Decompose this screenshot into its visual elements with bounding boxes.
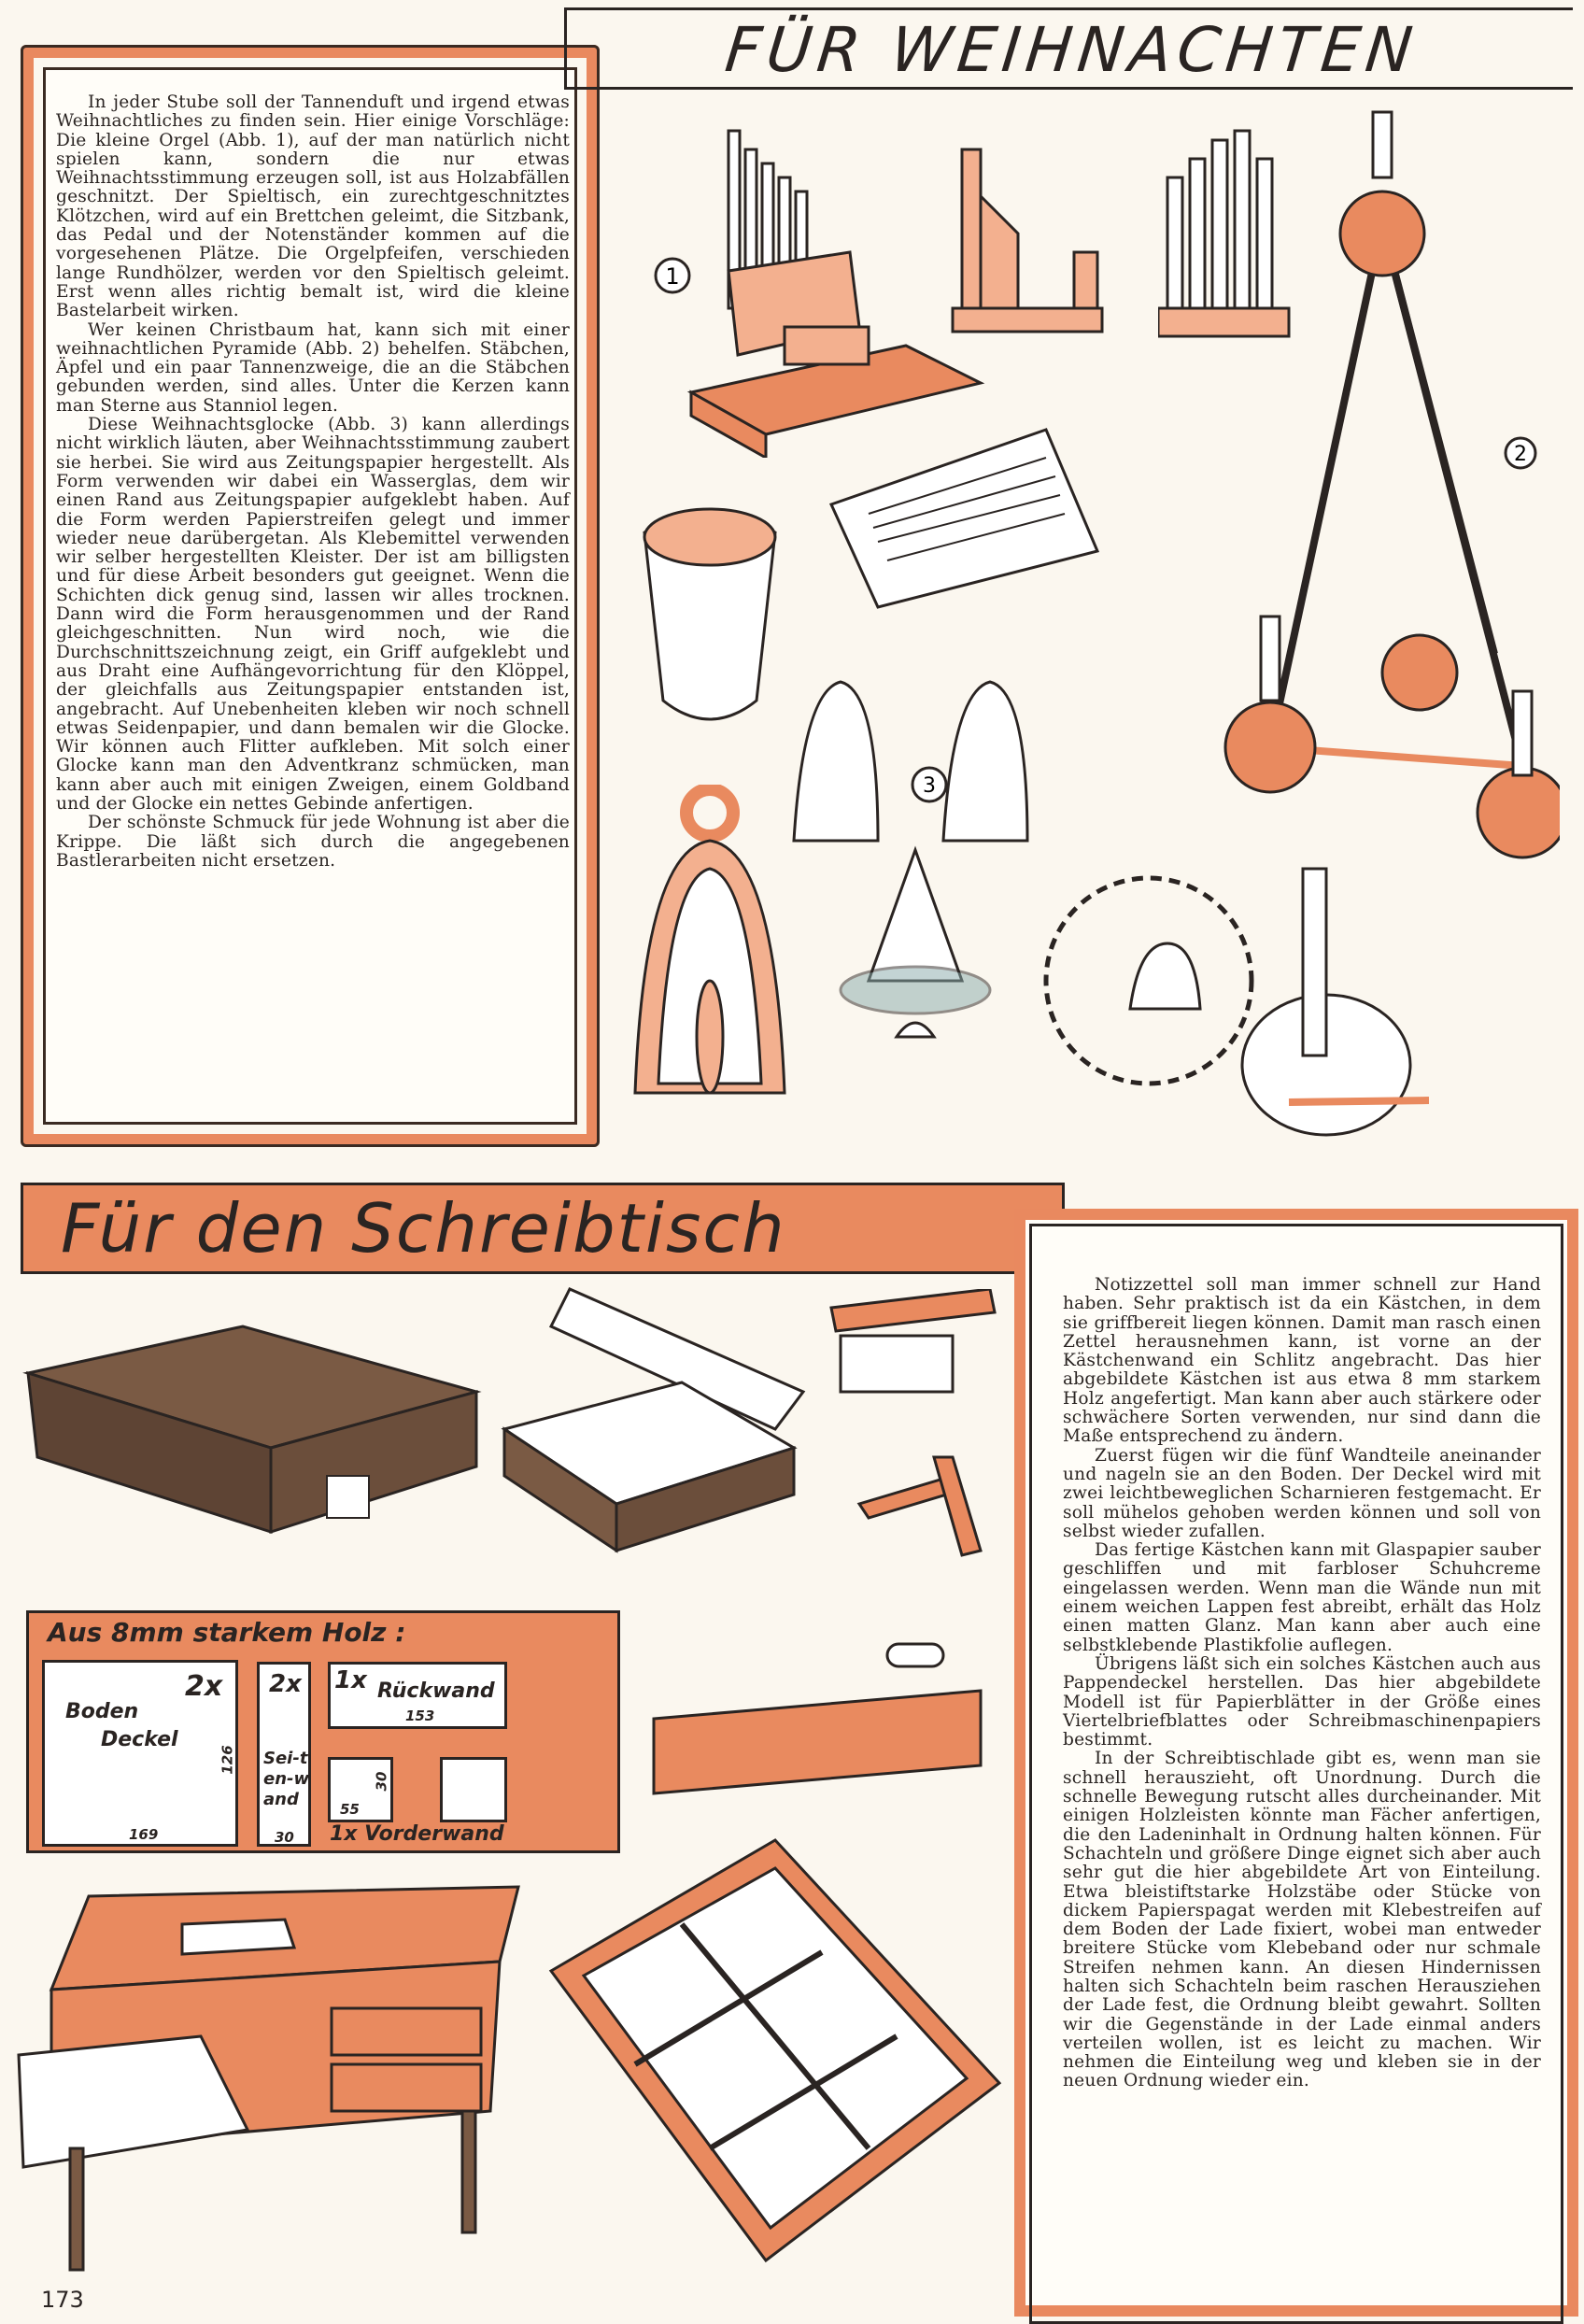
page-title: FÜR WEIHNACHTEN [721, 14, 1421, 86]
part-rueckwand [328, 1662, 507, 1729]
part-label: Rückwand [377, 1679, 495, 1703]
page-title-box [564, 7, 1573, 90]
paragraph: In jeder Stube soll der Tannenduft und irgend etwas Weihnachtliches zu finden sein. Hier einige Vorschläge: Die kleine Orgel (Abb. 1), auf der man natürlich nicht spielen kann, sondern die nur etwas Weihnachtsstimmung erzeugen soll, ist aus Holzabfällen geschnitzt. Der Spieltisch, ein zurechtgeschnitztes Klötzchen, wird auf ein Brettchen geleimt, die Sitzbank, das Pedal und der Notenständer kommen auf die vorgesehenen Plätze. Die Orgelpfeifen, verschieden lange Rundhölzer, werden vor den Spieltisch geleimt. Erst wenn alles richtig bemalt ist, wird die kleine Bastelarbeit wirken. [56, 92, 570, 321]
page-number: 173 [41, 2287, 84, 2313]
part-vorderwand-left [328, 1757, 393, 1822]
paragraph: Notizzettel soll man immer schnell zur Hand haben. Sehr praktisch ist da ein Kästchen, in dem sie griffbereit liegen können. Damit man rasch einen Zettel herausnehmen kann, ist vorne an der Kästchenwand ein Schlitz angebracht. Das hier abgebildete Kästchen ist aus etwa 8 mm starkem Holz angefertigt. Man kann aber auch stärkere oder schwächere Sorten verwenden, nur sind dann die Maße entsprechend zu ändern. [1063, 1275, 1541, 1447]
drawer-front-illustration [644, 1635, 999, 1803]
part-count: 1x [334, 1666, 367, 1694]
part-dimension: 30 [373, 1771, 390, 1792]
bell-bouquet-illustration [1037, 841, 1429, 1158]
paragraph: Das fertige Kästchen kann mit Glaspapier sauber geschliffen und mit farbloser Schuhcreme eingelassen werden. Wenn man die Wände nun mit einem weichen Lappen fest abreibt, erhält das Holz einen matten Glanz. Man kann aber auch eine selbstklebende Plastikfolie auflegen. [1063, 1540, 1541, 1655]
paragraph: In der Schreibtischlade gibt es, wenn man sie schnell herauszieht, oft Unordnung. Durch die schnelle Bewegung rutscht alles durcheinander. Mit einigen Holzleisten könnte man Fächer anfertigen, die den Ladeninhalt in Ordnung halten können. Für Schachteln und größere Dinge eignet sich aber auch sehr gut die hier abgebildete Art von Einteilung. Etwa bleistiftstarke Holzstäbe oder Stücke von dickem Papierspagat werden mit Klebestreifen auf dem Boden der Lade fixiert, wobei man entweder breitere Stücke vom Klebeband oder nur schmale Streifen nehmen kann. An diesen Hindernissen halten sich Schachteln beim raschen Herausziehen der Lade fest, die Ordnung bleibt gewahrt. Sollten wir die Gegenstände in der Lade einmal anders verteilen wollen, ist es leicht zu machen. Wir nehmen die Einteilung weg und kleben sie in der neuen Ordnung wieder ein. [1063, 1749, 1541, 2091]
paragraph: Diese Weihnachtsglocke (Abb. 3) kann allerdings nicht wirklich läuten, aber Weihnachtsstimmung zaubert sie herbei. Sie wird aus Zeitungspapier hergestellt. Als Form verwenden wir dabei ein Wasserglas, dem wir einen Rand aus Zeitungspapier aufgeklebt haben. Auf die Form werden Papierstreifen gelegt und immer wieder neue darübergetan. Als Klebemittel verwenden wir selber hergestellten Kleister. Der ist am billigsten und für diese Arbeit besonders gut geeignet. Wenn die Schichten dick genug sind, lassen wir alles trocknen. Dann wird die Form herausgenommen und der Rand gleichgeschnitten. Nun wird noch, wie die Durchschnittszeichnung zeigt, ein Griff aufgeklebt und aus Draht eine Aufhängevorrichtung für den Klöppel, der gleichfalls aus Zeitungspapier entstanden ist, angebracht. Auf Unebenheiten kleben wir noch schnell etwas Seidenpapier, und dann bemalen wir die Glocke. Wir können auch Flitter aufkleben. Mit solch einer Glocke kann man den Adventkranz schmücken, man kann aber auch mit einigen Zweigen, einem Goldband und der Glocke ein nettes Gebinde anfertigen. [56, 415, 570, 814]
part-seitenwand [257, 1662, 311, 1847]
part-count: 2x [269, 1670, 302, 1698]
figure-1-label: 1 [665, 263, 680, 290]
paragraph: Übrigens läßt sich ein solches Kästchen auch aus Pappendeckel herstellen. Das hier abgebildete Modell ist für Papierblätter in der Größe eines Viertelbriefblattes oder Schreibmaschinenpapiers bestimmt. [1063, 1653, 1541, 1750]
paragraph: Wer keinen Christbaum hat, kann sich mit einer weihnachtlichen Pyramide (Abb. 2) behelfen. Stäbchen, Äpfel und ein paar Tannenzweige, die an die Stäbchen gebunden werden, sind alles. Unter die Kerzen kann man Sterne aus Stanniol legen. [56, 319, 570, 416]
figure-3-label: 3 [923, 774, 936, 798]
newspaper-illustration [822, 420, 1102, 616]
parts-diagram [26, 1610, 620, 1853]
organ-side-view-illustration [943, 140, 1111, 336]
advent-wreath-illustration [822, 841, 1009, 1121]
part-vorderwand-right [440, 1757, 507, 1822]
part-boden-deckel [42, 1660, 238, 1847]
figure-2-label: 2 [1514, 443, 1527, 466]
part-label: Boden [65, 1700, 139, 1723]
part-count: 2x [185, 1670, 223, 1703]
desk-section-title: Für den Schreibtisch [61, 1189, 786, 1268]
part-dimension: 126 [219, 1745, 236, 1775]
organ-illustration [654, 112, 990, 458]
bell-cross-section-illustration [616, 785, 803, 1121]
desk-illustration [14, 1868, 537, 2279]
box-parts-illustration [822, 1289, 1009, 1569]
open-box-illustration [495, 1280, 813, 1560]
part-dimension: 153 [405, 1708, 435, 1724]
part-label: 1x Vorderwand [330, 1822, 504, 1846]
part-dimension: 30 [275, 1829, 294, 1846]
paragraph: Der schönste Schmuck für jede Wohnung ist aber die Krippe. Die läßt sich durch die angegebenen Bastlerarbeiten nicht ersetzen. [56, 813, 570, 871]
drawer-organizer-illustration [542, 1831, 1009, 2270]
desk-section-banner [21, 1183, 1065, 1274]
paragraph: Zuerst fügen wir die fünf Wandteile aneinander und nageln sie an den Boden. Der Deckel wird mit zwei leichtbeweglichen Scharnieren festgemacht. Er soll mühelos gehoben werden können und soll von selbst wieder zufallen. [1063, 1445, 1541, 1541]
part-dimension: 169 [129, 1826, 159, 1843]
christmas-article-text [56, 93, 570, 871]
desk-article-text [1063, 1276, 1541, 2091]
parts-heading: Aus 8mm starkem Holz : [48, 1617, 406, 1648]
pyramid-illustration [1214, 93, 1560, 878]
part-label: Sei-ten-wand [263, 1749, 310, 1809]
closed-wooden-box-illustration [19, 1308, 486, 1551]
part-dimension: 55 [340, 1801, 360, 1818]
part-label: Deckel [101, 1728, 178, 1751]
